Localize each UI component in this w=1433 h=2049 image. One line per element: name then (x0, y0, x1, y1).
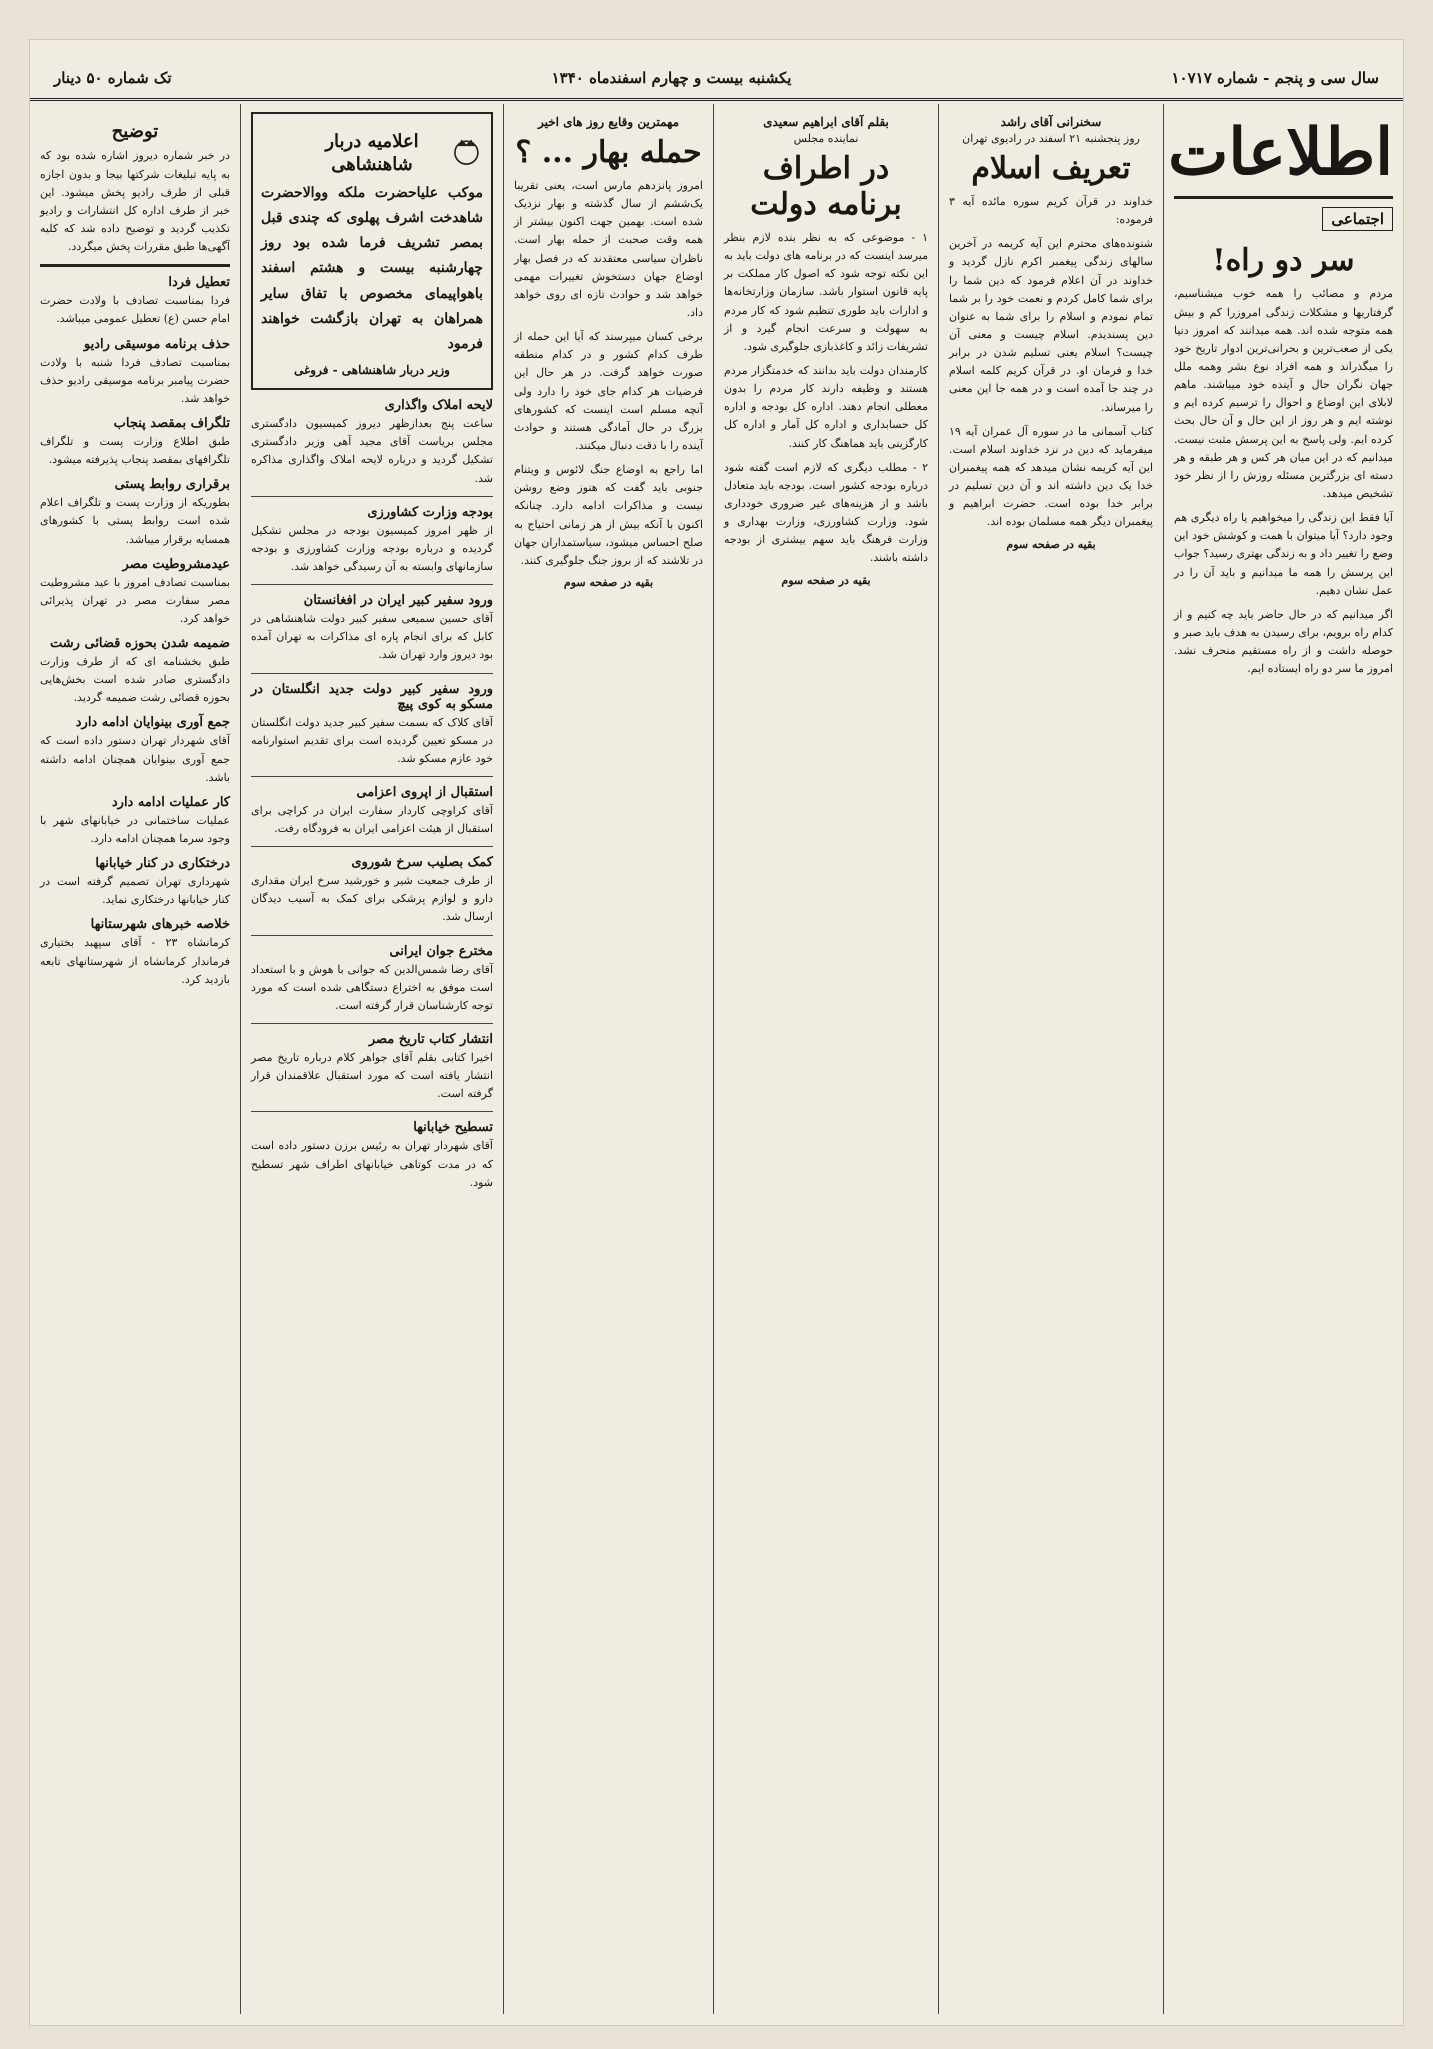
short-news-text: فردا بمناسبت تصادف با ولادت حضرت امام حسن (ع) تعطیل عمومی میباشد. (40, 294, 230, 326)
explain-body: در خبر شماره دیروز اشاره شده بود که به پایه تبلیغات شرکتها بیجا و بدون اجازه قبلی از طرف رادیو پخش میشود. این خبر از طرف اداره کل انتشارات و رادیو تکذیب گردید و توضیح داده شد که کلیه آگهی‌ها طبق مقررات پخش میگردد. (40, 149, 230, 254)
short-news-text: طبق بخشنامه ای که از طرف وزارت دادگستری صادر شده است بخش‌هایی بحوزه قضائی رشت ضمیمه گردید. (40, 655, 230, 705)
columns (30, 104, 1403, 2014)
spring-continued: بقیه در صفحه سوم (563, 575, 654, 589)
masthead: اطلاعات (1168, 115, 1393, 190)
column-masthead (1163, 104, 1403, 2014)
spring-body-2: برخی کسان میپرسند که آیا این حمله از طرف کدام کشور و در کدام منطقه صورت خواهد گرفت. در هر حال این فرضیات هر کدام جای خود را دارد ولی آنچه مسلم است اینست که کشورهای بزرگ در حال آمادگی هستند و حوادث آینده را با دقت دنبال میکنند. (514, 330, 703, 452)
news-item (251, 593, 493, 664)
social-body: مردم و مصائب را همه خوب میشناسیم، گرفتاریها و مشکلات زندگی امروزرا کم و بیش همه متوجه شده اند. همه میدانند که امروز دنیا یکی از صعب‌ترین و بحرانی‌ترین ادوار تاریخ خود را میگذراند و همه افراد نوع بشر وهمه ملل جهان نگران حال و آینده خود میباشند. ماهم لابلای این اوضاع و احوال را ترسیم کرده ایم و نوشته ایم و هر روز از این حال و آن حال بحث کرده ایم. ولی پاسخ به این پرسش مثبت نیست. میدانیم که در این میان هر کس و هر طبقه و هر دسته ای بزرگترین مسئله روزش را از نظر خود تشخیص میدهد. (1174, 287, 1393, 500)
short-news-text: بطوریکه از وزارت پست و تلگراف اعلام شده است روابط پستی با کشورهای همسایه برقرار میباشد. (40, 496, 230, 546)
short-news-title: تلگراف بمقصد پنجاب (113, 415, 230, 431)
short-news-title: ضمیمه شدن بحوزه قضائی رشت (50, 636, 230, 652)
short-news-title: حذف برنامه موسیقی رادیو (83, 336, 230, 352)
speech-intro: خداوند در قرآن کریم سوره مائده آیه ۳ فرموده: (949, 195, 1153, 227)
short-news-title: عیدمشروطیت مصر (122, 556, 230, 572)
social-body-2: آیا فقط این زندگی را میخواهیم یا راه دیگری هم وجود دارد؟ آیا میتوان با همت و کوشش خود این وضع را تغییر داد و به زندگی بهتری رسید؟ جواب این پرسش را همه ما میدانیم و باید آن را در عمل نشان دهیم. (1174, 511, 1393, 597)
news-item-text: از ظهر امروز کمیسیون بودجه در مجلس تشکیل گردیده و درباره بودجه وزارت کشاورزی و بودجه سازمانهای وابسته به آن رسیدگی خواهد شد. (251, 523, 493, 573)
news-item (251, 1120, 493, 1191)
news-item (251, 855, 493, 926)
speech-continued: بقیه در صفحه سوم (1006, 537, 1096, 551)
explain-title: توضیح (111, 121, 159, 142)
program-body-3: ۲ - مطلب دیگری که لازم است گفته شود درباره بودجه کشور است. بودجه باید متعادل باشد و از هزینه‌های غیر ضروری خودداری شود. وزارت کشاورزی، وزارت بهداری و وزارت فرهنگ باید سهم بیشتری از بودجه داشته باشند. (724, 460, 928, 565)
issue-date: یکشنبه بیست و چهارم اسفندماه ۱۳۴۰ (551, 69, 792, 87)
news-item (251, 944, 493, 1015)
news-item-title: انتشار کتاب تاریخ مصر (368, 1032, 493, 1048)
news-item-text: اخیرا کتابی بقلم آقای جواهر کلام درباره تاریخ مصر انتشار یافته است که مورد استقبال علاقمندان قرار گرفته است. (251, 1051, 493, 1101)
short-news-item (40, 856, 230, 909)
short-news-item (40, 337, 230, 408)
newspaper-page (30, 40, 1403, 2025)
spring-body: امروز پانزدهم مارس است، یعنی تقریبا یک‌ششم از سال گذشته و بهار نزدیک شده است. بهمین جهت اکنون بیشتر از همه وقت صحبت از حمله بهار است. ناظران سیاسی معتقدند که در فصل بهار اوضاع جهان دستخوش تغییرات مهمی خواهد شد و حوادث تازه ای روی خواهد داد. (514, 179, 703, 319)
short-news-text: طبق اطلاع وزارت پست و تلگراف تلگرافهای بمقصد پنجاب پذیرفته میشود. (40, 434, 230, 467)
column-short-news (30, 104, 240, 2014)
page-header (30, 58, 1403, 101)
spring-title: حمله بهار ... ؟ (515, 135, 702, 170)
column-spring (503, 104, 713, 2014)
social-title: سر دو راه! (1212, 243, 1355, 279)
news-item (251, 1032, 493, 1103)
news-item-title: لایحه املاک واگذاری (384, 398, 493, 414)
news-item-text: آقای شهردار تهران به رئیس برزن دستور داده است که در مدت کوتاهی خیابانهای اطراف شهر تسطیح شود. (251, 1139, 493, 1189)
decree-body: موکب علیاحضرت ملکه ووالاحضرت شاهدخت اشرف پهلوی که چندی قبل بمصر تشریف فرما شده بود روز چهارشنبه بیست و هشتم اسفند باهواپیمای مخصوص با تفاق سایر همراهان به تهران بازگشت خواهند فرمود (261, 184, 483, 352)
program-byline: بقلم آقای ابراهیم سعیدی (763, 115, 889, 129)
short-news-text: بمناسبت تصادف امروز با عید مشروطیت مصر سفارت مصر در تهران پذیرائی خواهد کرد. (40, 575, 230, 625)
section-label: اجتماعی (1322, 207, 1393, 231)
news-item-text: آقای کراوچی کاردار سفارت ایران در کراچی برای استقبال از هیئت اعزامی ایران به فرودگاه رفت. (251, 803, 493, 836)
news-item-title: کمک بصلیب سرخ شوروی (351, 855, 493, 871)
news-item-title: ورود سفیر کبیر دولت جدید انگلستان در مسکو به کوی پیچ (251, 681, 493, 712)
short-news-text: بمناسبت تصادف فردا شنبه با ولادت حضرت پیامبر برنامه موسیقی رادیو حذف خواهد شد. (40, 355, 230, 405)
short-news-item (40, 557, 230, 628)
social-body-3: اگر میدانیم که در حال حاضر باید چه کنیم و از کدام راه برویم، برای رسیدن به هدف باید صبر و حوصله داشت و از راه مستقیم منحرف نشد. امروز ما سر دو راه ایستاده ایم. (1174, 607, 1393, 676)
short-news-item (40, 795, 230, 848)
news-item-text: آقای حسین سمیعی سفیر کبیر دولت شاهنشاهی در کابل که برای انجام پاره ای مذاکرات به تهران آمده بود دیروز وارد تهران شد. (251, 612, 493, 662)
news-item-title: مخترع جوان ایرانی (389, 943, 493, 959)
royal-decree (251, 112, 493, 390)
program-note: نماینده مجلس (793, 132, 859, 145)
short-news-item (40, 715, 230, 786)
news-item-text: ساعت پنج بعدازظهر دیروز کمیسیون دادگستری مجلس بریاست آقای مجید آهی وزیر دادگستری تشکیل گردید و درباره لایحه املاک واگذاری مذاکره شد. (251, 417, 493, 485)
short-news-text: کرمانشاه ۲۳ - آقای سپهبد بختیاری فرماندار کرمانشاه از شهرستانهای تابعه بازدید کرد. (40, 936, 230, 986)
spring-body-3: اما راجع به اوضاع جنگ لائوس و ویتنام جنوبی باید گفت که هنوز وضع روشن نیست و مذاکرات ادامه دارد. چنانکه اکنون با آنکه بیش از هر زمانی احتیاج به صلح احساس میشود، سیاستمداران جهان در تلاشند که از بروز جنگ جلوگیری کنند. (514, 463, 703, 567)
news-item (251, 682, 493, 768)
short-news-item (40, 275, 230, 328)
speech-note: روز پنجشنبه ۲۱ اسفند در رادیوی تهران (962, 132, 1140, 145)
short-news-text: شهرداری تهران تصمیم گرفته است در کنار خیابانها درختکاری نماید. (40, 875, 230, 907)
short-news-title: تعطیل فردا (168, 275, 230, 291)
speech-body: شنونده‌های محترم این آیه کریمه در آخرین سالهای زندگی پیغمبر اکرم نازل گردید و خداوند در آن اعلام فرمود که دین شما را برای شما کامل کردم و نعمت خود را بر شما تمام نمودم و اسلام را برای شما به عنوان دین پسندیدم. اسلام چیست و معنی آن چیست؟ اسلام یعنی تسلیم شدن در برابر خدا و فرمان او. در قرآن کریم کلمه اسلام در چند جا آمده است و در همه جا این معنی را میرساند. (949, 237, 1153, 414)
news-item-text: از طرف جمعیت شیر و خورشید سرخ ایران مقداری دارو و لوازم پزشکی برای کمک به آسیب دیدگان ارسال شد. (251, 874, 493, 924)
decree-sign: وزیر دربار شاهنشاهی - فروغی (294, 363, 450, 378)
program-title: در اطراف برنامه دولت (750, 151, 902, 222)
short-news-title: درختکاری در کنار خیابانها (95, 856, 230, 872)
news-item (251, 785, 493, 838)
issue-number: سال سی و پنجم - شماره ۱۰۷۱۷ (1171, 69, 1379, 87)
speech-body-2: کتاب آسمانی ما در سوره آل عمران آیه ۱۹ میفرماید که دین در نزد خداوند اسلام است. این آیه کریمه نشان میدهد که همه پیغمبران خدا یک دین داشته اند و آن دین تسلیم در برابر خدا بوده است. حضرت ابراهیم و پیغمبران دیگر همه مسلمان بوده اند. (949, 424, 1153, 529)
short-news-item (40, 416, 230, 469)
short-news-title: خلاصه خبرهای شهرستانها (90, 917, 230, 933)
short-news-item (40, 477, 230, 548)
news-item-title: استقبال از اپروی اعزامی (356, 784, 493, 800)
short-news-title: برقراری روابط پستی (114, 477, 230, 493)
short-news-item (40, 917, 230, 988)
short-news-text: آقای شهردار تهران دستور داده است که جمع آوری بینوایان همچنان ادامه داشته باشد. (40, 734, 230, 784)
speech-byline: سخنرانی آقای راشد (1000, 115, 1102, 129)
program-continued: بقیه در صفحه سوم (781, 573, 871, 587)
news-item-title: تسطیح خیابانها (413, 1120, 493, 1136)
program-body-2: کارمندان دولت باید بدانند که خدمتگزار مردم هستند و وظیفه دارند کار مردم را بدون معطلی انجام دهند. اداره کل بودجه و اداره کل حسابداری و اداره کل آمار و اداره کل کارگزینی باید هماهنگ کار کنند. (724, 363, 928, 450)
column-program (713, 104, 938, 2014)
news-item-title: ورود سفیر کبیر ایران در افغانستان (303, 593, 493, 609)
news-item-text: آقای رضا شمس‌الدین که جوانی با هوش و با استعداد است موفق به اختراع دستگاهی شده است که مورد توجه کارشناسان قرار گرفته است. (251, 962, 493, 1012)
short-news-title: جمع آوری بینوایان ادامه دارد (75, 715, 230, 731)
spring-kicker: مهمترین وقایع روز های اخیر (538, 115, 679, 129)
short-news-title: کار عملیات ادامه دارد (111, 794, 230, 810)
column-news (240, 104, 503, 2014)
news-item (251, 505, 493, 576)
news-item-text: آقای کلاک که بسمت سفیر کبیر جدید دولت انگلستان در مسکو تعیین گردیده است برای تقدیم استوارنامه خود عازم مسکو شد. (251, 715, 493, 765)
program-body: ۱ - موضوعی که به نظر بنده لازم بنظر میرسد اینست که در برنامه های دولت باید به این نکته توجه شود که اصول کار مملکت بر پایه قانون استوار باشد. سازمان وزارتخانه‌ها و ادارات باید طوری تنظیم شود که کار مردم به سهولت و سرعت انجام گیرد و از تشریفات زائد و کاغذبازی جلوگیری شود. (724, 231, 928, 353)
short-news-item (40, 636, 230, 707)
issue-price: تک شماره ۵۰ دینار (54, 69, 172, 87)
column-radio-speech (938, 104, 1163, 2014)
decree-title: اعلامیه دربار شاهنشاهی (325, 131, 419, 176)
crown-emblem-icon (450, 132, 483, 170)
news-item-title: بودجه وزارت کشاورزی (367, 504, 493, 520)
news-item (251, 398, 493, 488)
speech-title: تعریف اسلام (971, 151, 1131, 186)
short-news-text: عملیات ساختمانی در خیابانهای شهر با وجود سرما همچنان ادامه دارد. (40, 813, 230, 846)
